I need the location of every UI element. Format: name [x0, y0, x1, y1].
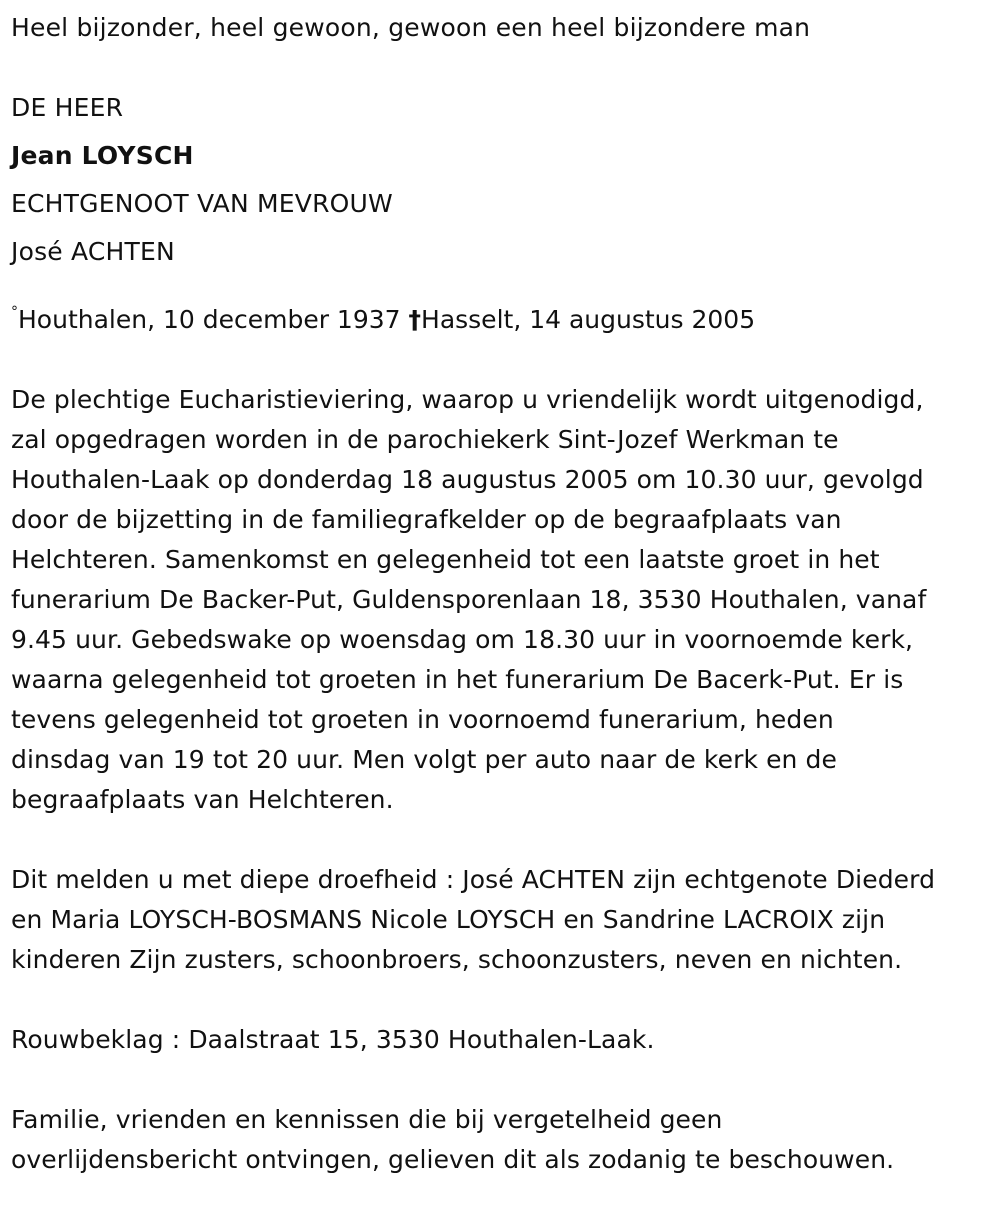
birth-date: Houthalen, 10 december 1937 [18, 305, 409, 334]
death-date: Hasselt, 14 augustus 2005 [421, 305, 756, 334]
deceased-name: Jean LOYSCH [11, 141, 194, 170]
ceremony-line: 9.45 uur. Gebedswake op woensdag om 18.30 uur in voornoemde kerk, [11, 625, 914, 654]
ceremony-line: begraafplaats van Helchteren. [11, 785, 394, 814]
ceremony-line: funerarium De Backer-Put, Guldensporenlaan 18, 3530 Houthalen, vanaf [11, 585, 927, 614]
closing-line: Familie, vrienden en kennissen die bij vergetelheid geen [11, 1105, 723, 1134]
ceremony-line: De plechtige Eucharistieviering, waarop u vriendelijk wordt uitgenodigd, [11, 385, 924, 414]
family-line: Dit melden u met diepe droefheid : José ACHTEN zijn echtgenote Diederd [11, 865, 936, 894]
death-cross-icon: † [408, 305, 422, 334]
closing-line: overlijdensbericht ontvingen, gelieven dit als zodanig te beschouwen. [11, 1145, 895, 1174]
ceremony-paragraph [11, 380, 985, 820]
condolence-address [11, 1020, 985, 1060]
family-line: en Maria LOYSCH-BOSMANS Nicole LOYSCH en Sandrine LACROIX zijn [11, 905, 886, 934]
ceremony-line: Houthalen-Laak op donderdag 18 augustus 2005 om 10.30 uur, gevolgd [11, 465, 924, 494]
ceremony-line: Helchteren. Samenkomst en gelegenheid tot een laatste groet in het [11, 545, 880, 574]
life-dates [11, 292, 985, 340]
ceremony-line: tevens gelegenheid tot groeten in voornoemd funerarium, heden [11, 705, 834, 734]
family-line: kinderen Zijn zusters, schoonbroers, schoonzusters, neven en nichten. [11, 945, 903, 974]
motto: Heel bijzonder, heel gewoon, gewoon een heel bijzondere man [11, 13, 811, 42]
ceremony-line: zal opgedragen worden in de parochiekerk Sint-Jozef Werkman te [11, 425, 839, 454]
spouse-name: José ACHTEN [11, 237, 175, 266]
deceased-title: DE HEER [11, 93, 124, 122]
ceremony-line: dinsdag van 19 tot 20 uur. Men volgt per auto naar de kerk en de [11, 745, 838, 774]
ceremony-line: waarna gelegenheid tot groeten in het funerarium De Bacerk-Put. Er is [11, 665, 904, 694]
birth-mark-icon: ° [11, 304, 18, 320]
condolence-line: Rouwbeklag : Daalstraat 15, 3530 Houthalen-Laak. [11, 1025, 655, 1054]
relation-label: ECHTGENOOT VAN MEVROUW [11, 189, 393, 218]
closing-paragraph [11, 1100, 985, 1180]
ceremony-line: door de bijzetting in de familiegrafkelder op de begraafplaats van [11, 505, 842, 534]
family-paragraph [11, 860, 985, 980]
